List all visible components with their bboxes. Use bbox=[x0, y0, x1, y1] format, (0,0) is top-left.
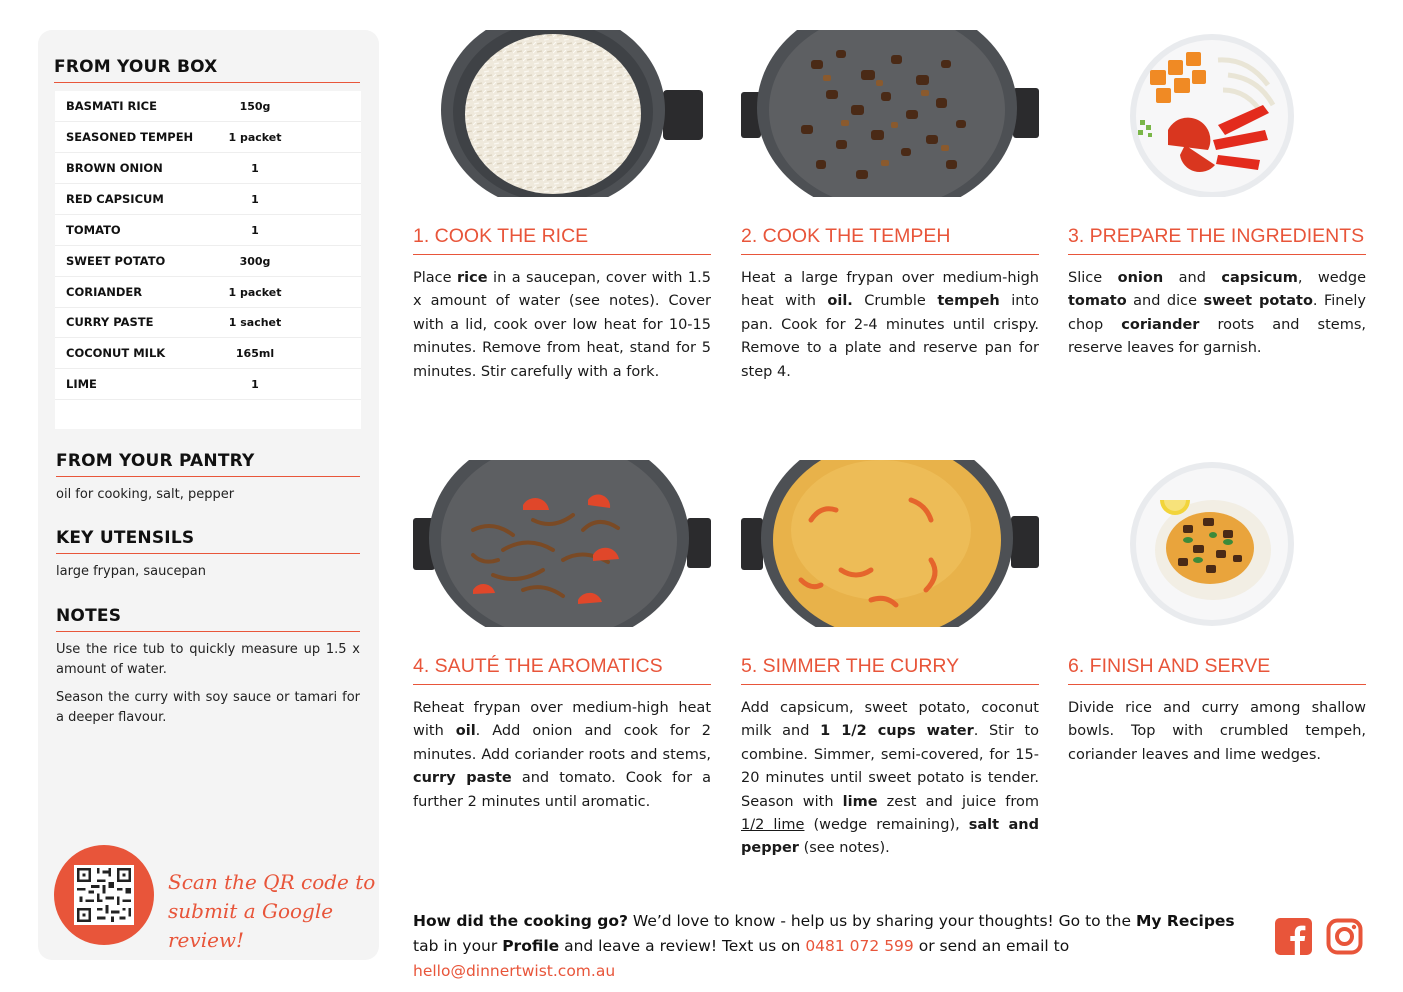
notes-heading: NOTES bbox=[56, 606, 360, 632]
text-segment: tab in your bbox=[413, 937, 503, 955]
text-segment: Divide rice and curry among shallow bowls. Top with crumbled tempeh, coriander leaves and lime wedges. bbox=[1068, 700, 1366, 763]
step-5-body bbox=[741, 697, 1039, 861]
text-segment: roots and stems, reserve leaves for garnish. bbox=[1068, 316, 1366, 357]
table-row bbox=[55, 338, 361, 369]
text-segment: and bbox=[1163, 270, 1222, 286]
finished-plate-image bbox=[1068, 460, 1366, 627]
ingredient-name: SEASONED TEMPEH bbox=[66, 130, 194, 144]
curry-pan-image bbox=[741, 460, 1039, 627]
text-segment: capsicum bbox=[1221, 270, 1298, 286]
table-row bbox=[55, 153, 361, 184]
table-row bbox=[55, 122, 361, 153]
text-segment: tomato bbox=[1068, 293, 1127, 310]
ingredient-name: TOMATO bbox=[66, 223, 121, 237]
step-6-title: 6. FINISH AND SERVE bbox=[1068, 655, 1366, 685]
note-1: Use the rice tub to quickly measure up 1.5 x amount of water. bbox=[56, 642, 360, 677]
text-segment: How did the cooking go? bbox=[413, 912, 628, 930]
instagram-icon[interactable] bbox=[1326, 918, 1363, 955]
step-1-body bbox=[413, 267, 711, 384]
step-5-title: 5. SIMMER THE CURRY bbox=[741, 655, 1039, 685]
text-segment: in a saucepan, cover with 1.5 x amount of water (see notes). Cover with a lid, cook over low heat for 10-15 minutes. Remove from heat, stand for 5 minutes. Stir carefully with a fork. bbox=[413, 270, 711, 380]
ingredient-name: SWEET POTATO bbox=[66, 254, 166, 268]
ingredient-name: CORIANDER bbox=[66, 285, 143, 299]
ingredient-qty: 1 bbox=[251, 192, 259, 206]
text-segment: oil bbox=[455, 723, 476, 740]
text-segment: 1 1/2 cups water bbox=[820, 723, 974, 740]
ingredients-table bbox=[55, 91, 361, 429]
table-row bbox=[55, 215, 361, 246]
table-row bbox=[55, 369, 361, 400]
text-segment: Crumble bbox=[852, 293, 938, 310]
ingredient-name: CURRY PASTE bbox=[66, 315, 154, 329]
text-segment: . Add onion and cook for 2 minutes. Add coriander roots and stems, bbox=[413, 723, 712, 763]
box-heading: FROM YOUR BOX bbox=[54, 57, 360, 83]
ingredient-name: RED CAPSICUM bbox=[66, 192, 164, 206]
ingredients-plate-image bbox=[1068, 30, 1366, 197]
text-segment: or send an email to bbox=[913, 937, 1070, 955]
text-segment: . Finely chop bbox=[1068, 293, 1366, 333]
text-segment: , wedge bbox=[1297, 270, 1367, 286]
step-3-body bbox=[1068, 267, 1366, 361]
review-footer bbox=[413, 909, 1263, 984]
qr-badge bbox=[54, 845, 154, 945]
text-segment: and leave a review! Text us on bbox=[559, 937, 806, 955]
rice-pan-image bbox=[413, 30, 711, 197]
table-row bbox=[55, 277, 361, 308]
ingredient-name: LIME bbox=[66, 377, 97, 391]
text-segment: rice bbox=[457, 270, 488, 286]
pantry-text: oil for cooking, salt, pepper bbox=[56, 487, 235, 502]
step-3-title: 3. PREPARE THE INGREDIENTS bbox=[1068, 225, 1366, 255]
text-segment: lime bbox=[842, 793, 878, 810]
ingredient-qty: 165ml bbox=[235, 346, 275, 360]
qr-caption-line2: submit a Google review! bbox=[168, 899, 334, 952]
text-segment: salt and pepper bbox=[741, 817, 1039, 857]
ingredient-name: BASMATI RICE bbox=[66, 99, 157, 113]
text-segment: We’d love to know - help us by sharing your thoughts! Go to the bbox=[627, 912, 1136, 930]
sidebar-panel bbox=[38, 30, 379, 960]
text-segment: zest and juice from bbox=[877, 793, 1040, 810]
qr-caption bbox=[168, 868, 379, 955]
step-2-title: 2. COOK THE TEMPEH bbox=[741, 225, 1039, 255]
text-segment: coriander bbox=[1121, 316, 1200, 333]
text-segment: Slice bbox=[1068, 270, 1118, 286]
qr-caption-line1: Scan the QR code to bbox=[168, 870, 376, 894]
ingredient-qty: 1 bbox=[251, 223, 259, 237]
utensils-heading: KEY UTENSILS bbox=[56, 528, 360, 554]
text-segment: My Recipes bbox=[1135, 912, 1235, 930]
text-segment: sweet potato bbox=[1203, 293, 1313, 310]
qr-code-icon[interactable] bbox=[74, 865, 134, 925]
text-segment: Add capsicum, sweet potato, coconut milk and bbox=[741, 700, 1039, 740]
ingredient-name: BROWN ONION bbox=[66, 161, 163, 175]
text-segment: and dice bbox=[1126, 293, 1204, 310]
aromatics-pan-image bbox=[413, 460, 711, 627]
text-segment: into pan. Cook for 2-4 minutes until crispy. Remove to a plate and reserve pan for step 4. bbox=[741, 293, 1039, 380]
text-segment: tempeh bbox=[937, 293, 1000, 310]
text-segment: Reheat frypan over medium-high heat with bbox=[413, 700, 711, 740]
ingredient-qty: 1 bbox=[251, 161, 259, 175]
table-row bbox=[55, 91, 361, 122]
facebook-icon[interactable] bbox=[1275, 918, 1312, 955]
text-segment: and tomato. Cook for a further 2 minutes until aromatic. bbox=[413, 770, 712, 810]
ingredient-qty: 1 packet bbox=[228, 130, 282, 144]
text-segment: onion bbox=[1117, 270, 1164, 286]
step-1-title: 1. COOK THE RICE bbox=[413, 225, 711, 255]
text-segment: oil. bbox=[827, 293, 853, 310]
table-row bbox=[55, 307, 361, 338]
step-4-body bbox=[413, 697, 711, 814]
step-4-title: 4. SAUTÉ THE AROMATICS bbox=[413, 655, 711, 685]
pantry-heading: FROM YOUR PANTRY bbox=[56, 451, 360, 477]
text-segment: Profile bbox=[502, 937, 560, 955]
tempeh-pan-image bbox=[741, 30, 1039, 197]
step-2-body bbox=[741, 267, 1039, 384]
note-2: Season the curry with soy sauce or tamari for a deeper flavour. bbox=[56, 690, 360, 725]
table-row bbox=[55, 246, 361, 277]
text-segment: Heat a large frypan over medium-high heat with bbox=[741, 270, 1039, 310]
ingredient-qty: 150g bbox=[239, 99, 271, 113]
contact-link[interactable]: hello@dinnertwist.com.au bbox=[413, 962, 616, 980]
ingredient-qty: 1 bbox=[251, 377, 259, 391]
ingredient-qty: 300g bbox=[239, 254, 271, 268]
step-6-body bbox=[1068, 697, 1366, 767]
text-segment: (wedge remaining), bbox=[804, 817, 969, 834]
text-segment: curry paste bbox=[413, 770, 512, 787]
table-row bbox=[55, 184, 361, 215]
utensils-text: large frypan, saucepan bbox=[56, 564, 206, 579]
ingredient-qty: 1 sachet bbox=[228, 315, 282, 329]
ingredient-qty: 1 packet bbox=[228, 285, 282, 299]
text-segment: (see notes). bbox=[798, 840, 890, 857]
text-segment: Place bbox=[413, 270, 458, 286]
text-segment: . Stir to combine. Simmer, semi-covered, for 15-20 minutes until sweet potato is tender. Season with bbox=[741, 723, 1040, 810]
text-segment: 1/2 lime bbox=[741, 817, 805, 834]
ingredient-name: COCONUT MILK bbox=[66, 346, 166, 360]
contact-link[interactable]: 0481 072 599 bbox=[805, 937, 914, 955]
